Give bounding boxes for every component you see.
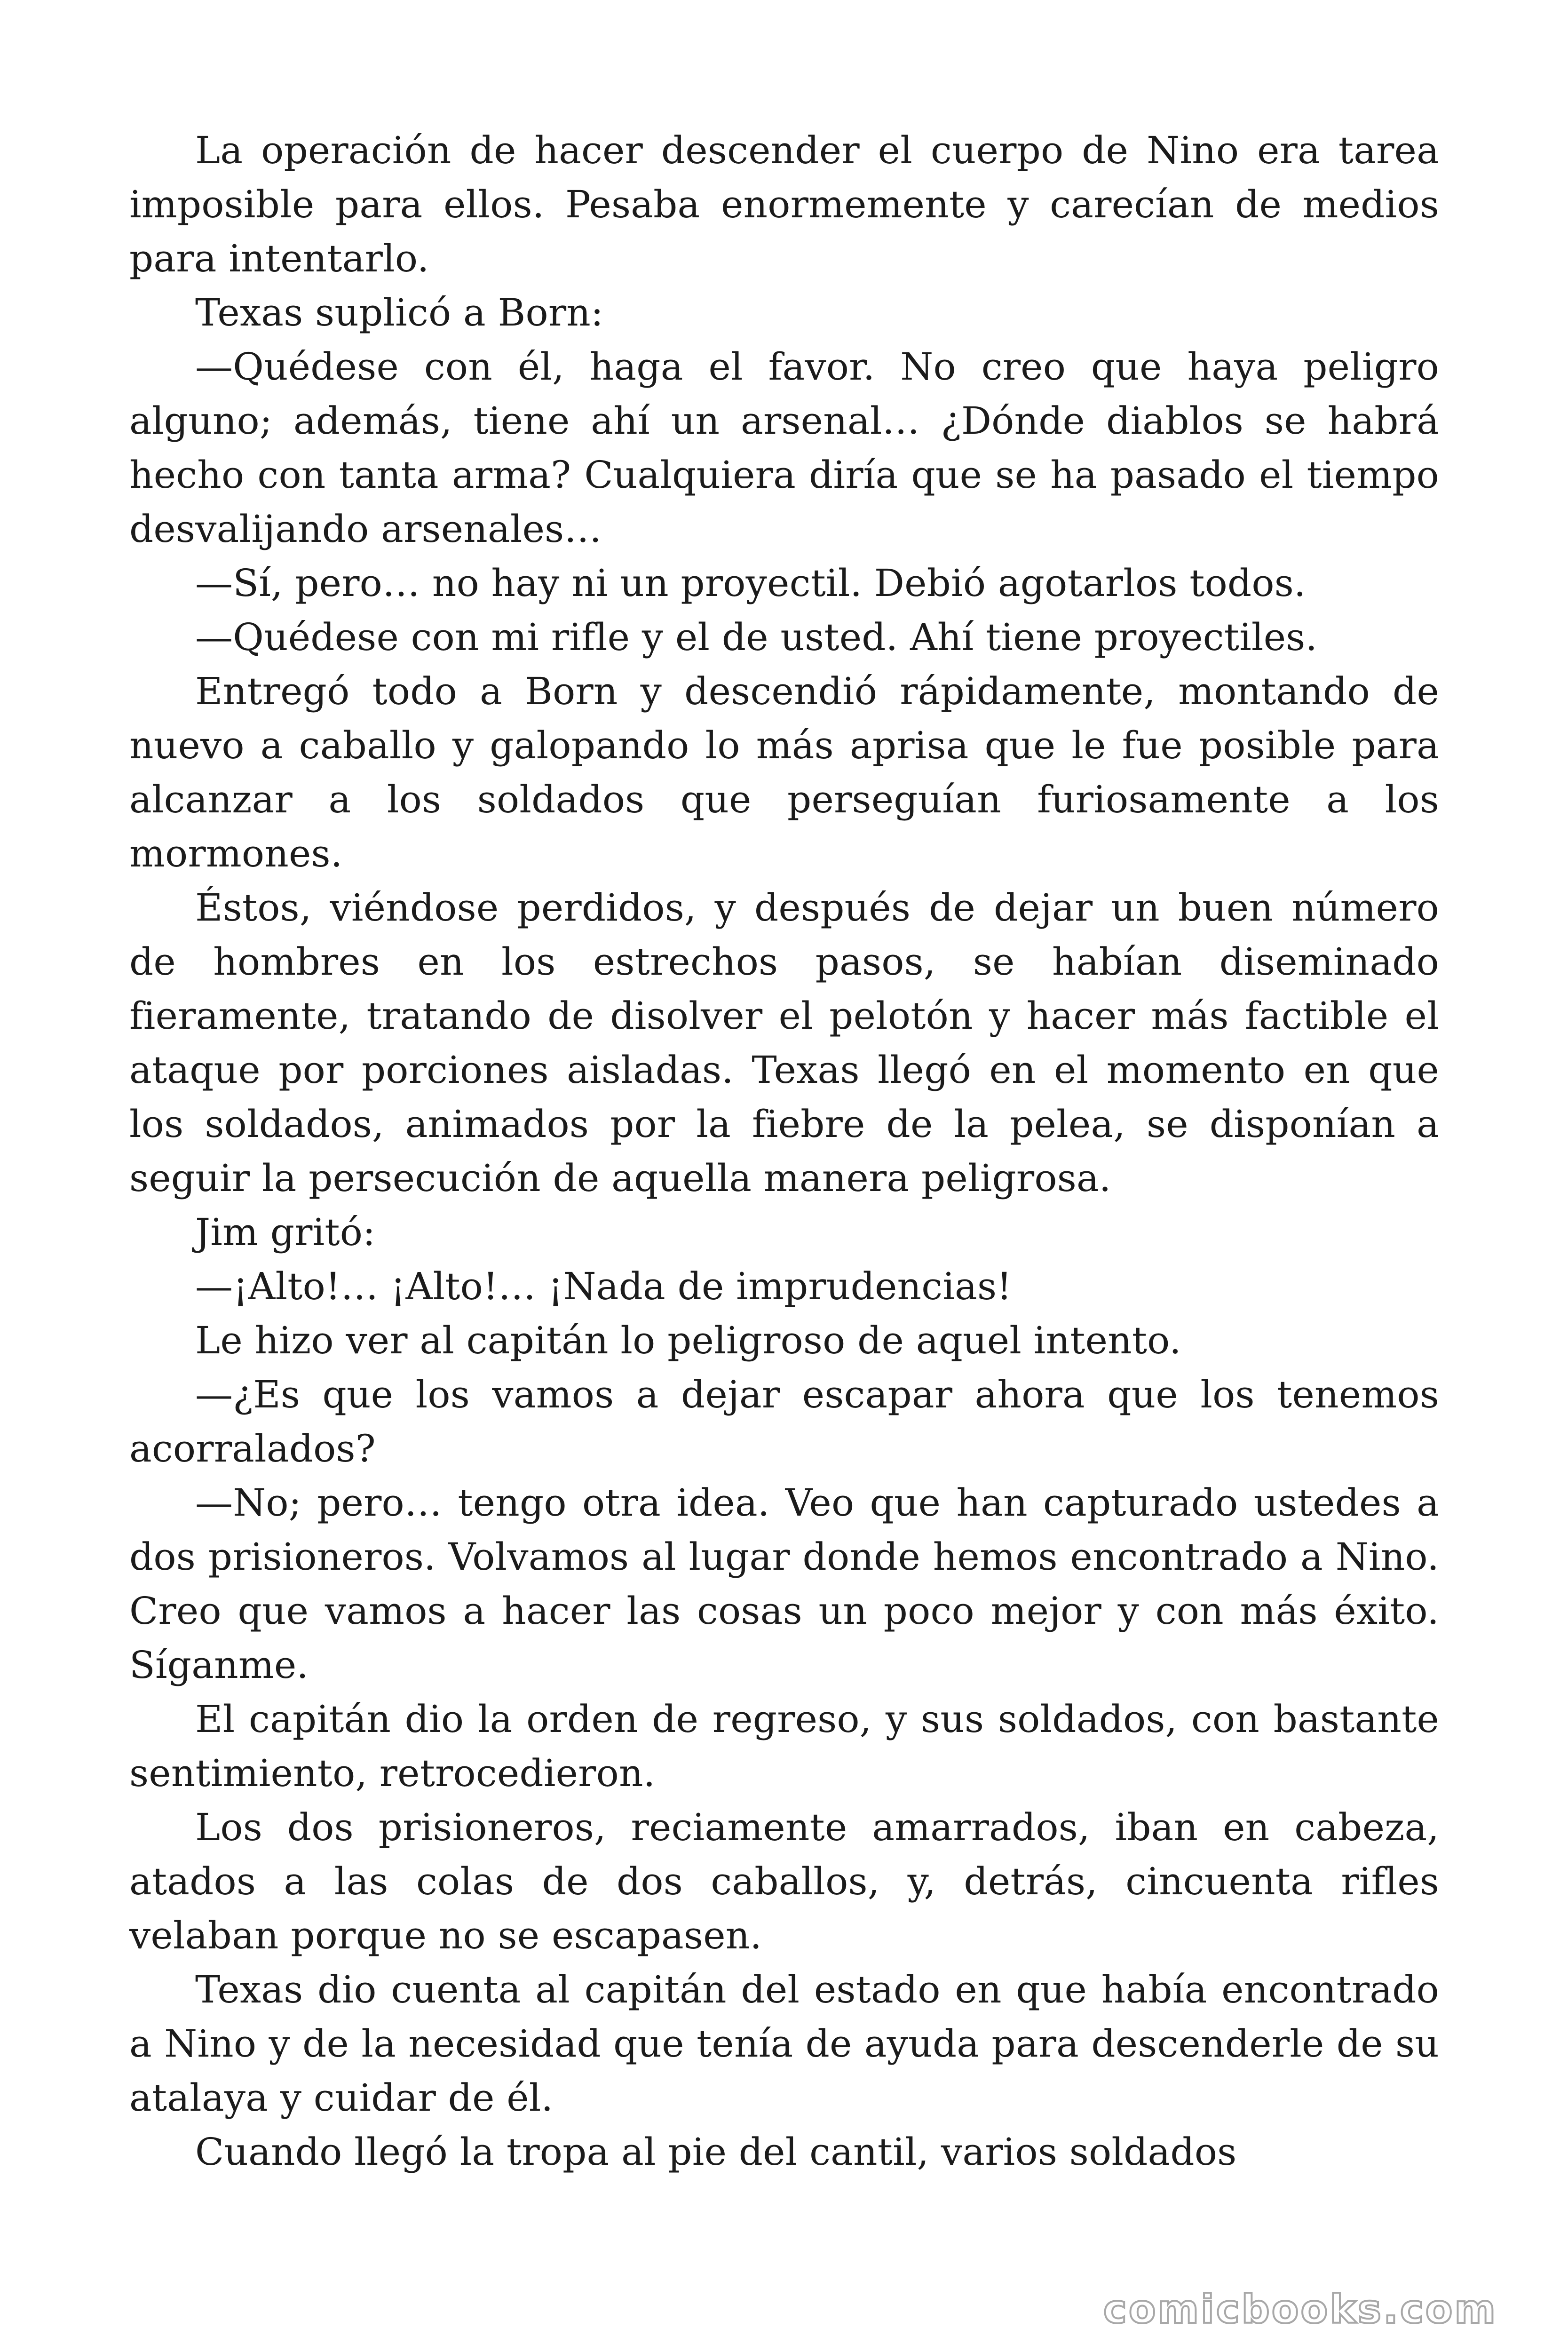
paragraph: —Quédese con mi rifle y el de usted. Ahí tiene proyectiles. [195, 615, 1318, 659]
paragraph: —Sí, pero… no hay ni un proyectil. Debió agotarlos todos. [195, 561, 1306, 605]
paragraph: Texas suplicó a Born: [195, 291, 604, 334]
paragraph: Cuando llegó la tropa al pie del cantil, varios soldados [195, 2130, 1237, 2174]
paragraph: Éstos, viéndose perdidos, y después de dejar un buen número de hombres en los estrechos pasos, se habían diseminado fieramente, tratando de disolver el pelotón y hacer más factible el ataque por porciones aisladas. Texas llegó en el momento en que los soldados, animados por la fiebre de la pelea, se disponían a seguir la persecución de aquella manera peligrosa. [129, 886, 1439, 1200]
paragraph: —No; pero… tengo otra idea. Veo que han capturado ustedes a dos prisioneros. Volvamos al lugar donde hemos encontrado a Nino. Creo que vamos a hacer las cosas un poco mejor y con más éxito. Síganme. [129, 1481, 1439, 1687]
paragraph: El capitán dio la orden de regreso, y sus soldados, con bastante sentimiento, retrocedieron. [129, 1697, 1439, 1795]
paragraph: —¡Alto!… ¡Alto!… ¡Nada de imprudencias! [195, 1264, 1012, 1308]
paragraph: Los dos prisioneros, reciamente amarrados, iban en cabeza, atados a las colas de dos caballos, y, detrás, cincuenta rifles velaban porque no se escapasen. [129, 1805, 1439, 1957]
paragraph: —Quédese con él, haga el favor. No creo que haya peligro alguno; además, tiene ahí un arsenal… ¿Dónde diablos se habrá hecho con tanta arma? Cualquiera diría que se ha pasado el tiempo desvalijando arsenales… [129, 345, 1439, 551]
paragraph: —¿Es que los vamos a dejar escapar ahora que los tenemos acorralados? [129, 1373, 1439, 1470]
body-text [129, 123, 1439, 2179]
paragraph: Le hizo ver al capitán lo peligroso de aquel intento. [195, 1319, 1181, 1362]
paragraph: Texas dio cuenta al capitán del estado en que había encontrado a Nino y de la necesidad que tenía de ayuda para descenderle de su atalaya y cuidar de él. [129, 1968, 1439, 2120]
paragraph: Jim gritó: [195, 1210, 376, 1254]
paragraph: La operación de hacer descender el cuerpo de Nino era tarea imposible para ellos. Pesaba enormemente y carecían de medios para intentarlo. [129, 128, 1439, 280]
paragraph: Entregó todo a Born y descendió rápidamente, montando de nuevo a caballo y galopando lo más aprisa que le fue posible para alcanzar a los soldados que perseguían furiosamente a los mormones. [129, 669, 1439, 875]
watermark: comicbooks.com [1103, 2286, 1497, 2332]
